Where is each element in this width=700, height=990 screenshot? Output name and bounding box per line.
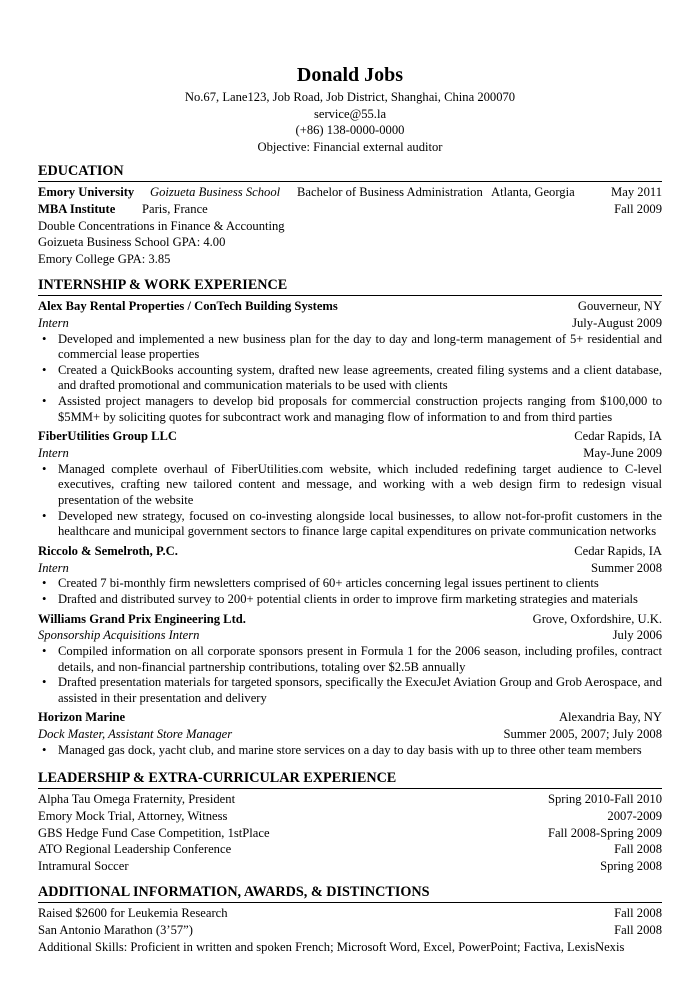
- job-role: Intern: [38, 315, 69, 330]
- item-label: San Antonio Marathon (3’57”): [38, 922, 193, 937]
- job-bullets: [38, 332, 662, 426]
- leadership-item: [38, 791, 662, 808]
- section-title: ADDITIONAL INFORMATION, AWARDS, & DISTINCTIONS: [38, 884, 662, 903]
- bullet-item: • Drafted and distributed survey to 200+ potential clients in order to improve firm marketing strategies and materials: [38, 592, 662, 608]
- item-date: Fall 2008-Spring 2009: [547, 825, 662, 840]
- work-section: [38, 277, 662, 759]
- bullet-item: • Assisted project managers to develop bid proposals for commercial construction projects ranging from $100,000 to $5MM+ by soliciting quotes for subcontract work and managing flow of information to and from third parties: [38, 394, 662, 425]
- leadership-item: [38, 858, 662, 875]
- objective: Objective: Financial external auditor: [257, 139, 443, 154]
- item-date: Fall 2008: [614, 906, 662, 920]
- school-location: Atlanta, Georgia: [491, 185, 575, 199]
- award-item: [38, 922, 662, 939]
- leadership-section: [38, 770, 662, 875]
- job-entry: [38, 709, 662, 758]
- school-division: Goizueta Business School: [150, 185, 281, 199]
- leadership-item: [38, 808, 662, 825]
- company-name: FiberUtilities Group LLC: [38, 429, 177, 444]
- additional-skills: Additional Skills: Proficient in written and spoken French; Microsoft Word, Excel, PowerPoint; Factiva, LexisNexis: [38, 939, 625, 954]
- bullet-item: • Drafted presentation materials for targeted sponsors, specifically the ExecuJet Aviation Group and Grob Aerospace, and assisted in their presentation and delivery: [38, 675, 662, 706]
- bullet-item: • Managed gas dock, yacht club, and marine store services on a day to day basis with up to three other team members: [38, 743, 662, 759]
- job-date: July 2006: [612, 628, 662, 643]
- bullet-item: • Compiled information on all corporate sponsors present in Formula 1 for the 2006 season, including profiles, contract details, and non-financial partnership contributions, totaling over $2.5B annually: [38, 644, 662, 675]
- leadership-item: [38, 841, 662, 858]
- bullet-item: • Developed and implemented a new business plan for the day to day and long-term management of 5+ residential and commercial lease properties: [38, 332, 662, 363]
- item-date: 2007-2009: [607, 808, 662, 823]
- school-name: MBA Institute: [38, 201, 116, 216]
- item-label: Alpha Tau Omega Fraternity, President: [38, 792, 236, 806]
- item-date: Spring 2008: [600, 859, 662, 874]
- leadership-item: [38, 825, 662, 842]
- education-section: [38, 163, 662, 268]
- education-date: May 2011: [611, 185, 662, 199]
- section-title: EDUCATION: [38, 163, 662, 182]
- item-label: Emory Mock Trial, Attorney, Witness: [38, 808, 228, 823]
- school-name: Emory University: [38, 185, 135, 199]
- job-entry: [38, 611, 662, 707]
- bullet-item: • Developed new strategy, focused on co-investing alongside local businesses, to allow not-for-profit customers in the healthcare and municipal government sectors to finance large capital expenditures on private communication networks: [38, 509, 662, 540]
- job-date: Summer 2008: [590, 560, 662, 575]
- phone: (+86) 138-0000-0000: [295, 123, 405, 138]
- job-entry: [38, 428, 662, 540]
- bullet-item: • Managed complete overhaul of FiberUtilities.com website, which included redefining target audience to C-level executives, crafting new tailored content and message, and working with a web design firm to redesign visual presentation of the website: [38, 462, 662, 509]
- job-location: Cedar Rapids, IA: [574, 429, 662, 444]
- job-location: Gouverneur, NY: [577, 299, 662, 313]
- education-line: Goizueta Business School GPA: 4.00: [38, 235, 226, 250]
- item-date: Fall 2008: [614, 842, 662, 857]
- job-role: Dock Master, Assistant Store Manager: [38, 727, 233, 742]
- degree: Bachelor of Business Administration: [297, 185, 483, 199]
- job-bullets: [38, 743, 662, 759]
- education-emory: [38, 184, 662, 201]
- section-title: LEADERSHIP & EXTRA-CURRICULAR EXPERIENCE: [38, 770, 662, 789]
- education-line: Emory College GPA: 3.85: [38, 252, 171, 267]
- job-role: Intern: [38, 560, 69, 575]
- bullet-item: • Created 7 bi-monthly firm newsletters comprised of 60+ articles concerning legal issues pertinent to clients: [38, 576, 662, 592]
- school-location: Paris, France: [142, 201, 208, 216]
- resume-header: [0, 62, 700, 155]
- item-label: ATO Regional Leadership Conference: [38, 842, 232, 857]
- job-location: Cedar Rapids, IA: [574, 543, 662, 558]
- education-mba: [38, 201, 662, 218]
- job-role: Sponsorship Acquisitions Intern: [38, 628, 200, 643]
- item-label: Raised $2600 for Leukemia Research: [38, 906, 228, 920]
- bullet-item: • Created a QuickBooks accounting system, drafted new lease agreements, created filing systems and a client database, and drafted promotional and communication materials to be used with clients: [38, 363, 662, 394]
- award-item: [38, 905, 662, 922]
- additional-section: [38, 884, 662, 955]
- job-bullets: [38, 576, 662, 607]
- job-role: Intern: [38, 445, 69, 460]
- education-date: Fall 2009: [614, 201, 662, 216]
- company-name: Horizon Marine: [38, 710, 126, 725]
- company-name: Williams Grand Prix Engineering Ltd.: [38, 611, 246, 626]
- job-bullets: [38, 644, 662, 706]
- item-date: Fall 2008: [614, 922, 662, 937]
- company-name: Alex Bay Rental Properties / ConTech Building Systems: [38, 299, 338, 313]
- job-entry: [38, 298, 662, 425]
- job-date: July-August 2009: [572, 315, 662, 330]
- email: service@55.la: [313, 106, 387, 121]
- item-date: Spring 2010-Fall 2010: [547, 792, 662, 806]
- company-name: Riccolo & Semelroth, P.C.: [38, 543, 178, 558]
- job-date: Summer 2005, 2007; July 2008: [503, 727, 662, 742]
- section-title: INTERNSHIP & WORK EXPERIENCE: [38, 277, 662, 296]
- job-location: Alexandria Bay, NY: [558, 710, 662, 725]
- address: No.67, Lane123, Job Road, Job District, Shanghai, China 200070: [184, 90, 516, 104]
- candidate-name: Donald Jobs: [296, 64, 404, 86]
- job-date: May-June 2009: [583, 445, 662, 460]
- job-location: Grove, Oxfordshire, U.K.: [532, 611, 662, 626]
- job-entry: [38, 543, 662, 608]
- item-label: Intramural Soccer: [38, 859, 129, 874]
- item-label: GBS Hedge Fund Case Competition, 1stPlace: [38, 825, 270, 840]
- job-bullets: [38, 462, 662, 540]
- education-line: Double Concentrations in Finance & Accounting: [38, 218, 285, 233]
